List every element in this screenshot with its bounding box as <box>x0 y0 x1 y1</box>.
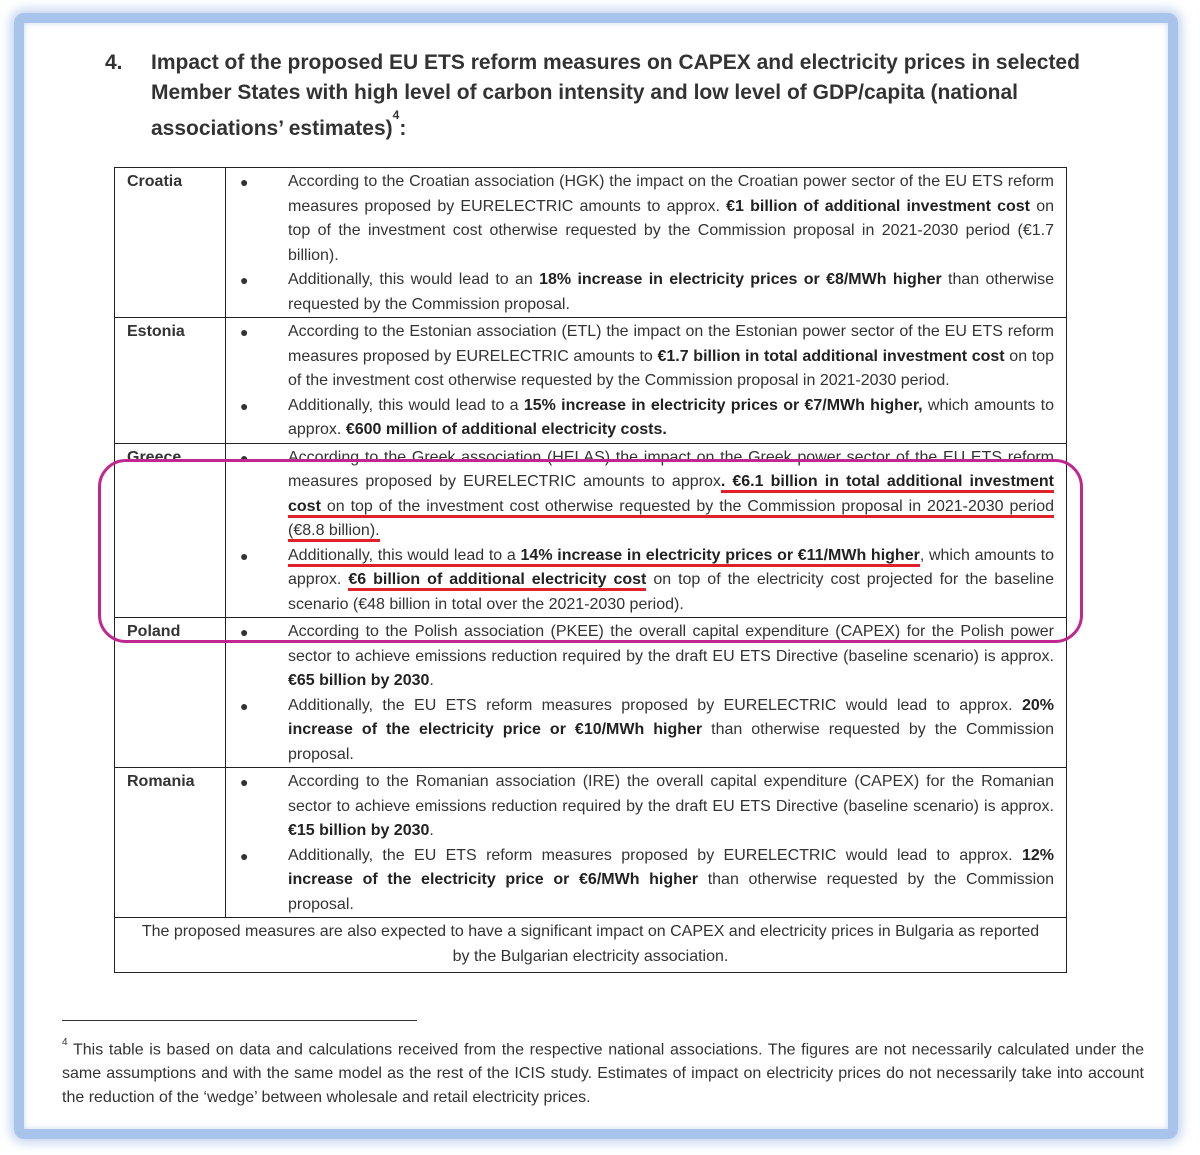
bullet-icon: ● <box>240 174 249 190</box>
bullet-text: Additionally, this would lead to a 14% increase in electricity prices or €11/MWh higher, which amounts to approx. €6 billion of additional electricity cost on top of the electricity cost projected for the baseline scenario (€48 billion in total over the 2021-2030 period). <box>288 546 1055 613</box>
content-cell <box>226 318 1067 444</box>
underlined-figure: €6 billion of additional electricity cost <box>348 571 646 591</box>
underlined-figure: . €6.1 billion in total additional investment cost <box>288 473 1054 518</box>
bullet-icon: ● <box>240 324 249 340</box>
list-item <box>236 170 1054 268</box>
bullet-text: Additionally, the EU ETS reform measures proposed by EURELECTRIC would lead to approx. 12% increase of the electricity price or €6/MWh higher than otherwise requested by the Commission proposal. <box>288 846 1054 913</box>
list-item <box>236 770 1054 844</box>
bullet-icon: ● <box>240 449 249 466</box>
table-row <box>115 768 1067 918</box>
table-row <box>115 168 1067 318</box>
content-cell <box>226 443 1067 618</box>
bullet-text: Additionally, the EU ETS reform measures proposed by EURELECTRIC would lead to approx. 20% increase of the electricity price or €10/MWh higher than otherwise requested by the Commission proposal. <box>288 696 1055 763</box>
bullet-text: According to the Romanian association (IRE) the overall capital expenditure (CAPEX) for the Romanian sector to achieve emissions reduction required by the draft EU ETS Directive (baseline scenario) is approx. €15 billion by 2030. <box>288 773 1054 839</box>
list-item <box>236 320 1054 394</box>
footnote-text: This table is based on data and calculations received from the respective national associations. The figures are not necessarily calculated under the same assumptions and with the same model as the rest of the ICIS study. Estimates of impact on electricity prices do not necessarily take into account the reduction of the ‘wedge’ between wholesale and retail electricity prices. <box>62 1041 1144 1107</box>
bullet-icon: ● <box>240 397 249 414</box>
bullet-text: According to the Estonian association (ETL) the impact on the Estonian power sector of the EU ETS reform measures proposed by EURELECTRIC amounts to €1.7 billion in total additional investment cost on top of the investment cost otherwise requested by the Commission proposal in 2021-2030 period. <box>288 323 1055 389</box>
list-item <box>236 544 1054 618</box>
list-item <box>236 620 1054 694</box>
impact-table <box>114 167 1067 973</box>
table-note: The proposed measures are also expected to have a significant impact on CAPEX and electricity prices in Bulgaria as reported by the Bulgarian electricity association. <box>115 918 1067 973</box>
bullet-icon: ● <box>240 624 249 640</box>
country-cell: Poland <box>115 618 226 768</box>
country-cell: Greece <box>115 443 226 618</box>
bullet-text: According to the Polish association (PKEE) the overall capital expenditure (CAPEX) for the Polish power sector to achieve emissions reduction required by the draft EU ETS Directive (baseline scenario) is approx. €65 billion by 2030. <box>288 623 1054 689</box>
list-item <box>236 844 1054 918</box>
table-note-row <box>115 918 1067 973</box>
underlined-text: on top of the investment cost otherwise requested by the Commission proposal in 2021-2030 period (€8.8 billion). <box>288 498 1054 543</box>
bullet-text: According to the Croatian association (HGK) the impact on the Croatian power sector of the EU ETS reform measures proposed by EURELECTRIC amounts to approx. €1 billion of additional investment cost on top of the investment cost otherwise requested by the Commission proposal in 2021-2030 period (€1.7 billion). <box>288 173 1054 264</box>
country-cell: Romania <box>115 768 226 918</box>
bullet-icon: ● <box>240 697 249 714</box>
table-row-highlighted <box>115 443 1067 618</box>
content-cell <box>226 618 1067 768</box>
footnote-divider <box>62 1020 417 1021</box>
table-row <box>115 618 1067 768</box>
section-title-text: Impact of the proposed EU ETS reform measures on CAPEX and electricity prices in selected Member States with high level of carbon intensity and low level of GDP/capita (national associations’ estimates) <box>151 51 1080 140</box>
list-item <box>236 394 1054 443</box>
list-item <box>236 694 1054 768</box>
content-cell <box>226 768 1067 918</box>
footnote-ref[interactable]: 4 <box>392 108 400 122</box>
content-cell <box>226 168 1067 318</box>
underlined-figure: 14% increase in electricity prices or €11/MWh higher <box>521 547 920 567</box>
section-number: 4. <box>105 51 123 74</box>
bullet-text: According to the Greek association (HELAS) the impact on the Greek power sector of the EU ETS reform measures proposed by EURELECTRIC amounts to approx. €6.1 billion in total additional investment cost on top of the investment cost otherwise requested by the Commission proposal in 2021-2030 period (€8.8 billion). <box>288 446 1054 544</box>
section-title <box>151 48 1101 144</box>
bullet-icon: ● <box>240 272 249 288</box>
list-item <box>236 446 1054 544</box>
bullet-icon: ● <box>240 847 249 864</box>
list-item <box>236 268 1054 317</box>
footnote <box>62 1034 1144 1110</box>
bullet-icon: ● <box>240 774 249 790</box>
table-row <box>115 318 1067 444</box>
bullet-text: Additionally, this would lead to an 18% increase in electricity prices or €8/MWh higher than otherwise requested by the Commission proposal. <box>288 271 1054 313</box>
country-cell: Croatia <box>115 168 226 318</box>
bullet-icon: ● <box>240 547 249 564</box>
bullet-text: Additionally, this would lead to a 15% increase in electricity prices or €7/MWh higher, which amounts to approx. €600 million of additional electricity costs. <box>288 396 1055 438</box>
footnote-mark: 4 <box>62 1037 68 1048</box>
country-cell: Estonia <box>115 318 226 444</box>
heading-colon: : <box>399 117 407 140</box>
